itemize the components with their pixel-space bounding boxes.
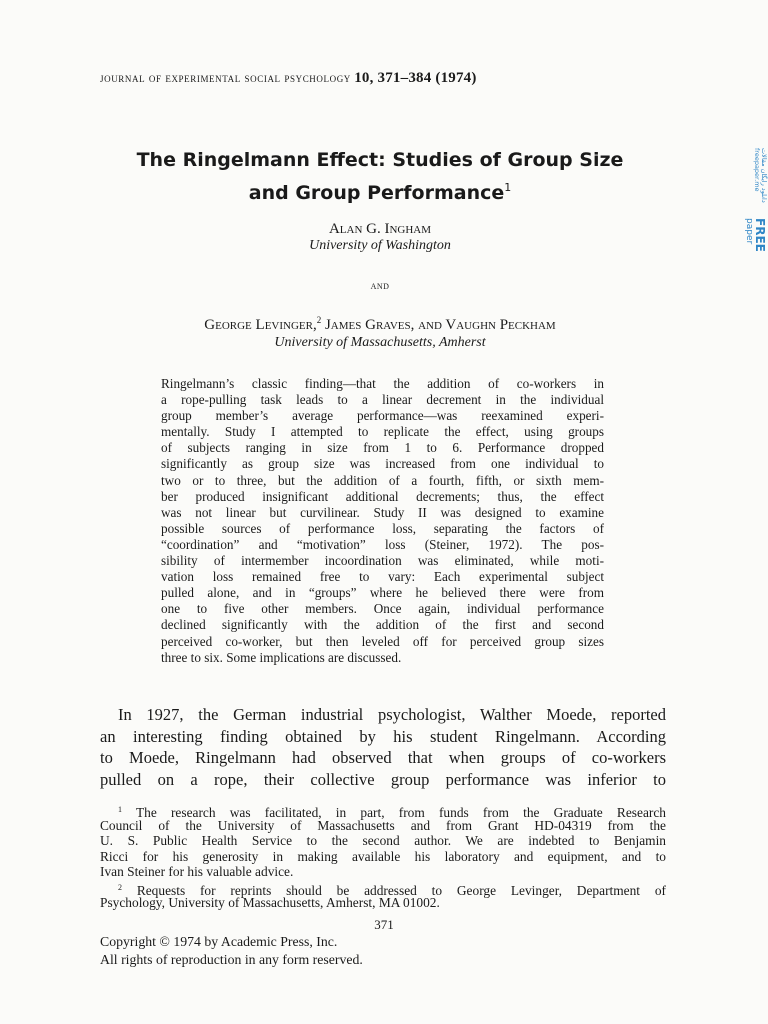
svg-text:FREE: FREE [753,218,767,252]
svg-text:دانلود رایگان مقالات: دانلود رایگان مقالات [760,148,768,203]
abstract-line: group member’s average performance—was reexamined experi- [161,408,604,424]
freepaper-watermark-logo-graphic [738,148,768,268]
footnote-line: Psychology, University of Massachusetts, Amherst, MA 01002. [100,895,440,910]
body-line: In 1927, the German industrial psychologist, Walther Moede, reported [118,705,666,724]
footnote-mark: 1 [118,805,122,814]
footnote-line: Ricci for his generosity in making available his laboratory and equipment, and to [100,848,666,864]
abstract-line: ber produced insignificant additional decrements; thus, the effect [161,488,604,504]
footnote-line: Council of the University of Massachusetts and from Grant HD-04319 from the [100,817,666,833]
svg-text:paper: paper [744,218,754,245]
abstract-line: two or to three, but the addition of a fourth, fifth, or sixth mem- [161,472,604,488]
abstract-line: sibility of intermember incoordination was eliminated, while moti- [161,553,604,569]
abstract-line: vation loss remained free to vary: Each experimental subject [161,569,604,585]
abstract-line: “coordination” and “motivation” loss (Steiner, 1972). The pos- [161,536,604,552]
copyright-notice [100,933,363,969]
abstract-line: three to six. Some implications are discussed. [161,649,402,665]
abstract-line: pulled alone, and in “groups” where he believed there were from [161,585,604,601]
abstract-line: possible sources of performance loss, separating the factors of [161,520,604,536]
abstract-line: mentally. Study I attempted to replicate the effect, using groups [161,424,604,440]
abstract-line: declined significantly with the addition of the first and second [161,617,604,633]
abstract-line: was not linear but curvilinear. Study II was designed to examine [161,504,604,520]
second-affiliation: University of Massachusetts, Amherst [274,335,486,350]
second-authors: George Levinger,$^2$ James Graves, and Vaughn Peckham [204,315,556,333]
abstract-line: perceived co-worker, but then leveled off for perceived group sizes [161,633,604,649]
rights-line: All rights of reproduction in any form reserved. [100,952,363,967]
journal-name: journal of experimental social psychology [100,71,351,85]
page-number: 371 [374,917,394,932]
body-line: an interesting finding obtained by his student Ringelmann. According [100,726,666,746]
abstract-line: a rope-pulling task leads to a linear decrement in the individual [161,392,604,408]
abstract [161,376,604,666]
footnotes [100,802,666,911]
abstract-line: one to five other members. Once again, individual performance [161,601,604,617]
copyright-line: Copyright © 1974 by Academic Press, Inc. [100,934,338,949]
abstract-line: significantly as group size was increased from one individual to [161,456,604,472]
journal-header [100,70,477,87]
title-footnote-mark: 1 [504,181,512,194]
freepaper-watermark-logo [738,148,768,268]
footnote-line: Ivan Steiner for his valuable advice. [100,864,294,879]
footnote-line: U. S. Public Health Service to the second author. We are indebted to Benjamin [100,833,666,848]
footnote-mark: 2 [118,882,122,892]
and-separator: and [370,278,390,292]
body-paragraph [100,704,666,790]
abstract-line: Ringelmann’s classic finding—that the addition of co-workers in [161,376,604,391]
journal-volume-pages: 10, 371–384 (1974) [354,70,477,86]
body-line: to Moede, Ringelmann had observed that when groups of co-workers [100,748,666,767]
first-affiliation: University of Washington [309,238,451,253]
paper-title-line-1: The Ringelmann Effect: Studies of Group Size [136,149,624,171]
footnote-line: $^1$ The research was facilitated, in part, from funds from the Graduate Research [118,805,667,820]
body-line: pulled on a rope, their collective group performance was inferior to [100,769,666,789]
footnote-line: $^2$ Requests for reprints should be addressed to George Levinger, Department of [118,882,666,898]
author-footnote-mark: 2 [316,315,322,325]
paper-title-line-2: and Group Performance$^1$ [248,181,512,204]
first-author: Alan G. Ingham [328,221,432,237]
abstract-line: of subjects ranging in size from 1 to 6. Performance dropped [161,440,604,456]
svg-text:freepaper.me: freepaper.me [753,148,761,192]
